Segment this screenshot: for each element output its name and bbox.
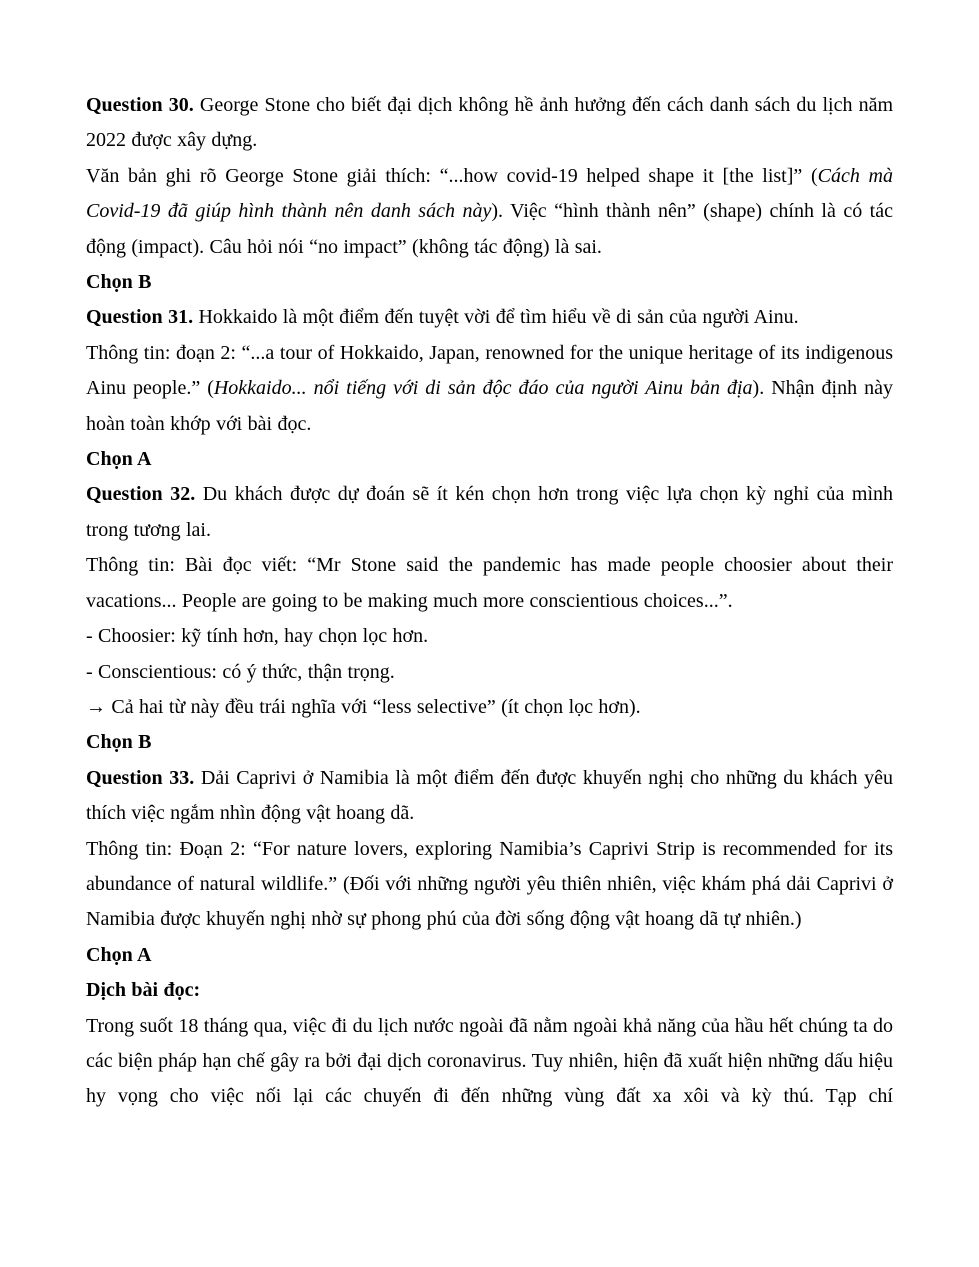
text-run: → Cả hai từ này đều trái nghĩa với “less selective” (ít chọn lọc hơn). xyxy=(86,695,641,718)
bold-text-run: Chọn A xyxy=(86,448,152,471)
question-30-answer xyxy=(86,265,893,300)
question-32-answer xyxy=(86,725,893,760)
italic-text-run: Cách mà Covid-19 đã giúp hình thành nên danh sách này xyxy=(86,164,894,223)
text-run: Thông tin: đoạn 2: “...a tour of Hokkaido, Japan, renowned for the unique heritage of its indigenous Ainu people.” ( xyxy=(86,341,893,400)
bold-text-run: Question 31. xyxy=(86,306,199,329)
question-31-statement xyxy=(86,300,893,335)
text-run: - Conscientious: có ý thức, thận trọng. xyxy=(86,660,395,683)
bold-text-run: Question 32. xyxy=(86,483,203,506)
text-run: Trong suốt 18 tháng qua, việc đi du lịch nước ngoài đã nằm ngoài khả năng của hầu hết chúng ta do các biện pháp hạn chế gây ra bởi đại dịch coronavirus. Tuy nhiên, hiện đã xuất hiện những dấu hiệu hy vọng cho việc nối lại các chuyến đi đến những vùng đất xa xôi và kỳ thú. Tạp chí xyxy=(86,1014,893,1108)
document-content xyxy=(86,88,893,1115)
question-30-explanation xyxy=(86,159,893,265)
text-run: ). Việc “hình thành nên” (shape) chính là có tác động (impact). Câu hỏi nói “no impact” (không tác động) là sai. xyxy=(86,200,893,258)
italic-text-run: Hokkaido... nổi tiếng với di sản độc đáo của người Ainu bản địa xyxy=(213,377,753,400)
bold-text-run: Dịch bài đọc: xyxy=(86,979,201,1002)
text-run: George Stone cho biết đại dịch không hề ảnh hưởng đến cách danh sách du lịch năm 2022 được xây dựng. xyxy=(86,94,893,152)
question-31-explanation xyxy=(86,336,893,442)
question-33-answer xyxy=(86,938,893,973)
question-30-statement xyxy=(86,88,893,159)
question-33-statement xyxy=(86,761,893,832)
text-run: Du khách được dự đoán sẽ ít kén chọn hơn trong việc lựa chọn kỳ nghỉ của mình trong tương lai. xyxy=(86,483,894,541)
translation-heading xyxy=(86,973,893,1008)
bold-text-run: Question 33. xyxy=(86,766,201,789)
question-32-statement xyxy=(86,477,893,548)
question-31-answer xyxy=(86,442,893,477)
text-run: Dải Caprivi ở Namibia là một điểm đến được khuyến nghị cho những du khách yêu thích việc ngắm nhìn động vật hoang dã. xyxy=(86,766,893,825)
question-32-conclusion xyxy=(86,690,893,725)
question-32-gloss-conscientious xyxy=(86,655,893,690)
question-32-gloss-choosier xyxy=(86,619,893,654)
translation-paragraph-1 xyxy=(86,1009,893,1115)
text-run: - Choosier: kỹ tính hơn, hay chọn lọc hơn. xyxy=(86,625,429,648)
bold-text-run: Chọn A xyxy=(86,943,152,966)
bold-text-run: Question 30. xyxy=(86,94,200,116)
text-run: Thông tin: Bài đọc viết: “Mr Stone said the pandemic has made people choosier about their vacations... People are going to be making much more conscientious choices...”. xyxy=(86,554,893,612)
text-run: Hokkaido là một điểm đến tuyệt vời để tìm hiểu về di sản của người Ainu. xyxy=(198,306,799,329)
text-run: ). Nhận định này hoàn toàn khớp với bài đọc. xyxy=(86,377,893,435)
text-run: Thông tin: Đoạn 2: “For nature lovers, exploring Namibia’s Caprivi Strip is recommended for its abundance of natural wildlife.” (Đối với những người yêu thiên nhiên, việc khám phá dải Caprivi ở Namibia được khuyến nghị nhờ sự phong phú của đời sống động vật hoang dã tự nhiên.) xyxy=(86,837,893,931)
question-33-explanation xyxy=(86,832,893,938)
bold-text-run: Chọn B xyxy=(86,271,152,294)
question-32-explanation xyxy=(86,548,893,619)
bold-text-run: Chọn B xyxy=(86,731,152,754)
text-run: Văn bản ghi rõ George Stone giải thích: “...how covid-19 helped shape it [the list]” ( xyxy=(86,164,818,187)
